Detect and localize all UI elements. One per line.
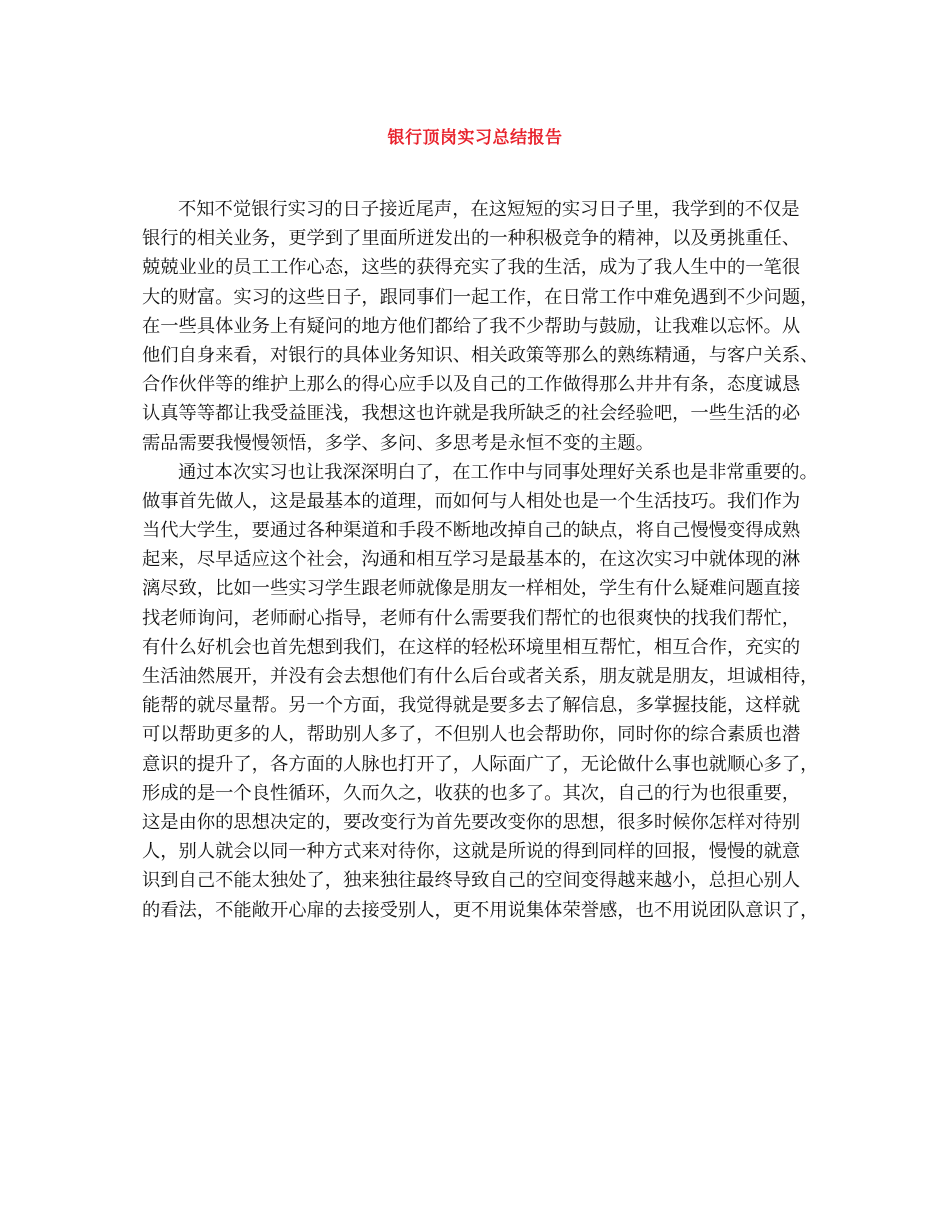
text-line: 通过本次实习也让我深深明白了，在工作中与同事处理好关系也是非常重要的。 <box>178 461 818 483</box>
text-line: 意识的提升了，各方面的人脉也打开了，人际面广了，无论做什么事也就顺心多了， <box>142 753 819 775</box>
text-line: 需品需要我慢慢领悟，多学、多问、多思考是永恒不变的主题。 <box>142 432 654 454</box>
text-line: 大的财富。实习的这些日子，跟同事们一起工作，在日常工作中难免遇到不少问题， <box>142 286 819 308</box>
text-line: 做事首先做人，这是最基本的道理，而如何与人相处也是一个生活技巧。我们作为 <box>142 490 801 512</box>
text-line: 可以帮助更多的人，帮助别人多了，不但别人也会帮助你，同时你的综合素质也潜 <box>142 724 801 746</box>
text-line: 漓尽致，比如一些实习学生跟老师就像是朋友一样相处，学生有什么疑难问题直接 <box>142 578 801 600</box>
text-line: 当代大学生，要通过各种渠道和手段不断地改掉自己的缺点，将自己慢慢变得成熟 <box>142 520 801 542</box>
text-line: 有什么好机会也首先想到我们，在这样的轻松环境里相互帮忙，相互合作，充实的 <box>142 636 801 658</box>
text-line: 他们自身来看，对银行的具体业务知识、相关政策等那么的熟练精通，与客户关系、 <box>142 344 819 366</box>
text-line: 的看法，不能敞开心扉的去接受别人，更不用说集体荣誉感，也不用说团队意识了， <box>142 899 819 921</box>
text-line: 在一些具体业务上有疑问的地方他们都给了我不少帮助与鼓励，让我难以忘怀。从 <box>142 315 801 337</box>
document-body <box>142 195 819 925</box>
text-line: 合作伙伴等的维护上那么的得心应手以及自己的工作做得那么井井有条，态度诚恳 <box>142 374 801 396</box>
text-line: 识到自己不能太独处了，独来独往最终导致自己的空间变得越来越小，总担心别人 <box>142 870 801 892</box>
text-line: 起来，尽早适应这个社会，沟通和相互学习是最基本的，在这次实习中就体现的淋 <box>142 549 801 571</box>
text-line: 生活油然展开，并没有会去想他们有什么后台或者关系，朋友就是朋友，坦诚相待， <box>142 666 819 687</box>
text-line: 人，别人就会以同一种方式来对待你，这就是所说的得到同样的回报，慢慢的就意 <box>142 841 801 863</box>
text-line: 不知不觉银行实习的日子接近尾声，在这短短的实习日子里，我学到的不仅是 <box>178 199 800 220</box>
text-line: 银行的相关业务，更学到了里面所迸发出的一种积极竞争的精神，以及勇挑重任、 <box>142 228 801 250</box>
text-line: 认真等等都让我受益匪浅，我想这也许就是我所缺乏的社会经验吧，一些生活的必 <box>142 403 801 425</box>
text-line: 能帮的就尽量帮。另一个方面，我觉得就是要多去了解信息，多掌握技能，这样就 <box>142 695 801 717</box>
document-title: 银行顶岗实习总结报告 <box>387 128 563 148</box>
text-line: 形成的是一个良性循环，久而久之，收获的也多了。其次，自己的行为也很重要， <box>142 782 801 804</box>
text-line: 这是由你的思想决定的，要改变行为首先要改变你的思想，很多时候你怎样对待别 <box>142 811 801 833</box>
text-line: 兢兢业业的员工工作心态，这些的获得充实了我的生活，成为了我人生中的一笔很 <box>142 257 801 279</box>
text-line: 找老师询问，老师耐心指导，老师有什么需要我们帮忙的也很爽快的找我们帮忙， <box>142 607 801 629</box>
